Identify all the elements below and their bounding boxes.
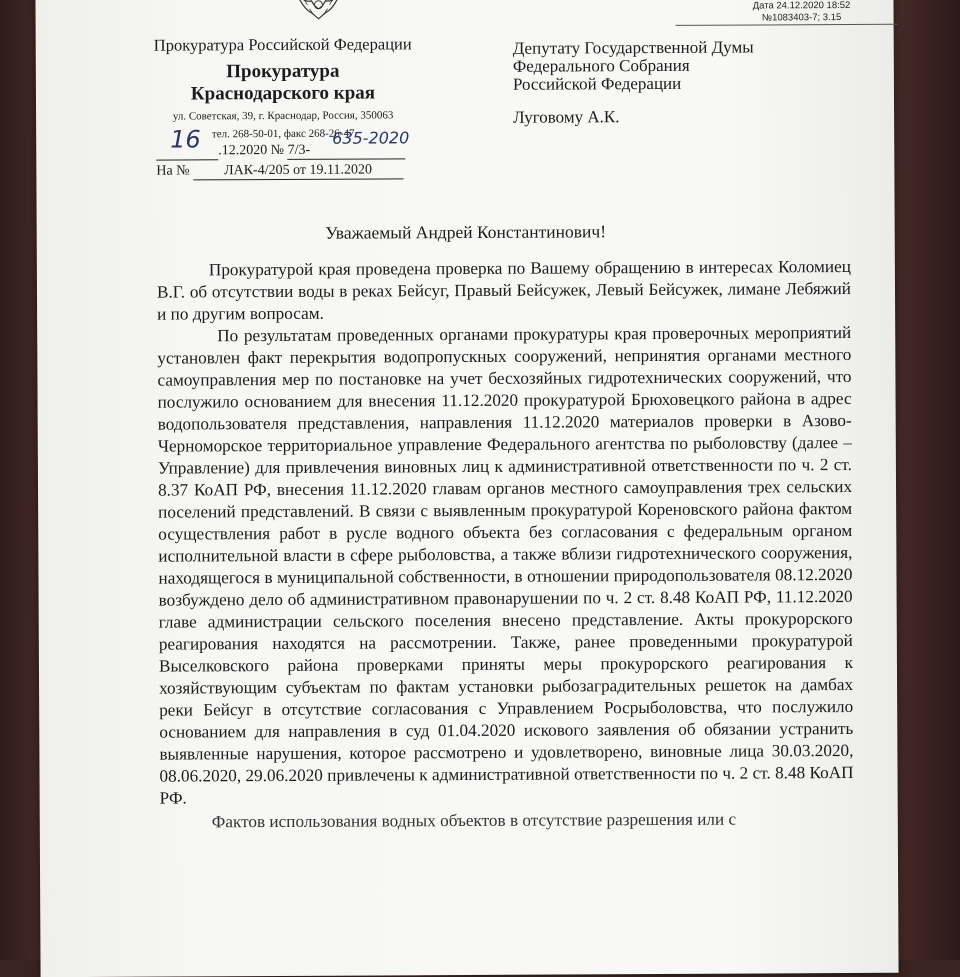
recipient-line2: Федерального Собрания [512, 55, 690, 76]
reference-label: На № [156, 163, 190, 179]
recipient-name: Луговому А.К. [513, 107, 620, 127]
recipient-block [513, 38, 754, 93]
stamp-underline [676, 24, 898, 26]
letter-body [157, 256, 854, 834]
recipient-line1: Депутату Государственной Думы [512, 37, 754, 58]
reference-value: ЛАК-4/205 от 19.11.2020 [193, 162, 403, 180]
organization-name-line2: Краснодарского края [190, 82, 376, 105]
date-suffix: .12.2020 [218, 143, 268, 159]
organization-name-line1: Прокуратура [226, 60, 340, 83]
organization-phones: тел. 268-50-01, факс 268-26-47 [211, 127, 355, 141]
recipient-line3: Российской Федерации [512, 73, 682, 94]
stamp-line2: Дата 24.12.2020 18:52 [752, 0, 851, 12]
handwritten-number: 635-2020 [332, 128, 410, 148]
body-paragraph-2: По результатам проведенных органами прокуратуры края проверочных мероприятий установлен факт перекрытия водопропускных сооружений, непринятия органами местного самоуправления мер по постановке на учет бесхозяйных гидротехнических сооружений, что послужило основанием для внесения 11.12.2020 прокуратурой Брюховецкого района в адрес водопользователя представления, направления 11.12.2020 материалов проверки в Азово-Черноморское территориальное управление Федерального агентства по рыболовству (далее – Управление) для привлечения виновных лиц к административной ответственности по ч. 2 ст. 8.37 КоАП РФ, внесения 11.12.2020 главам органов местного самоуправления трех сельских поселений представлений. В связи с выявленным прокуратурой Кореновского района фактом осуществления работ в русле водного объекта без согласования с федеральным органом исполнительной власти в сфере рыболовства, а также вблизи гидротехнического сооружения, находящегося в муниципальной собственности, в отношении природопользователя 08.12.2020 возбуждено дело об административном правонарушении по ч. 2 ст. 8.48 КоАП РФ, 11.12.2020 главе администрации сельского поселения внесено представление. Акты прокурорского реагирования находятся на рассмотрении. Также, ранее проведенными прокуратурой Выселковского района проверками приняты меры прокурорского реагирования к хозяйствующим субъектам по фактам установки рыбозаградительных решеток на дамбах реки Бейсуг в отсутствие согласования с Управлением Росрыболовства, что послужило основанием для направления в суд 01.04.2020 искового заявления об обязании устранить выявленные нарушения, которое рассмотрено и удовлетворено, виновные лица 30.03.2020, 08.06.2020, 29.06.2020 привлечены к административной ответственности по ч. 2 ст. 8.48 КоАП РФ. [157, 322, 854, 808]
background-right [890, 0, 960, 960]
number-label: № [270, 142, 285, 159]
organization-address: ул. Советская, 39, г. Краснодар, Россия, 350063 [172, 109, 394, 123]
salutation: Уважаемый Андрей Константинович! [325, 221, 607, 243]
number-prefix: 7/3- [287, 142, 311, 158]
parent-organization: Прокуратура Российской Федерации [153, 34, 412, 55]
incoming-registration-stamp [705, 0, 897, 25]
handwritten-day: 16 [170, 125, 201, 154]
letter-page [35, 0, 898, 977]
body-paragraph-3: Фактов использования водных объектов в отсутствие разрешения или с [211, 809, 737, 832]
body-paragraph-1: Прокуратурой края проведена проверка по Вашему обращению в интересах Коломиец В.Г. об отсутствии воды в реках Бейсуг, Правый Бейсужек, Левый Бейсужек, лимане Лебяжий и по другим вопросам. [156, 256, 852, 324]
coat-of-arms-emblem [289, 0, 347, 21]
stamp-line3: №1083403-7; 3.15 [761, 12, 842, 24]
reference-line [156, 162, 403, 180]
